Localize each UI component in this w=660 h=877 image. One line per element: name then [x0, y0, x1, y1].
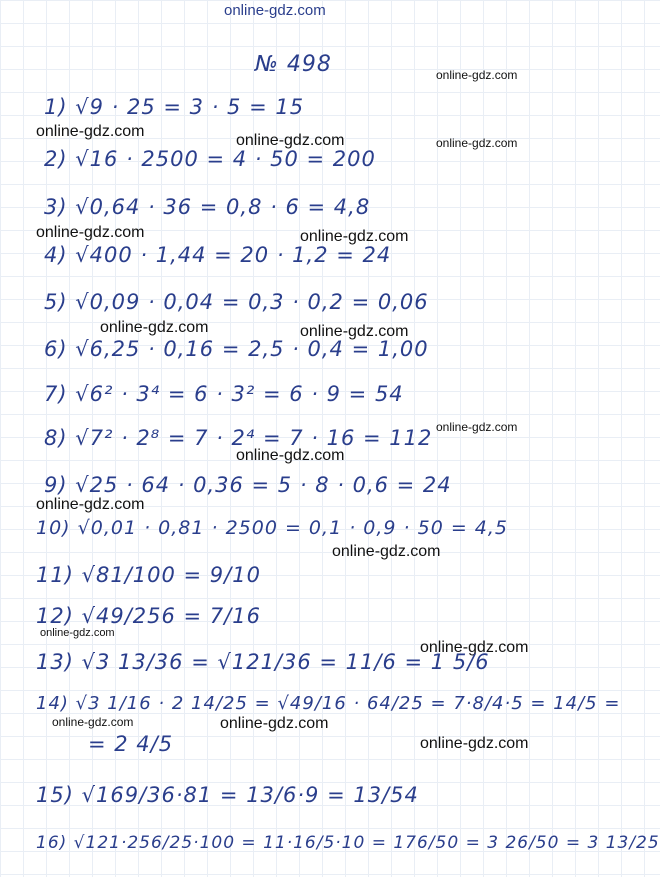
watermark: online-gdz.com: [420, 639, 529, 656]
watermark: online-gdz.com: [220, 715, 329, 732]
watermark: online-gdz.com: [52, 715, 134, 729]
watermark: online-gdz.com: [100, 319, 209, 336]
watermark-top: online-gdz.com: [224, 2, 326, 19]
solution-line-4: 4) √400 · 1,44 = 20 · 1,2 = 24: [44, 243, 392, 267]
solution-line-10: 10) √0,01 · 0,81 · 2500 = 0,1 · 0,9 · 50 = 4,5: [36, 517, 508, 539]
watermark: online-gdz.com: [236, 132, 345, 149]
solution-line-16: 16) √121·256/25·100 = 11·16/5·10 = 176/50 = 3 26/50 = 3 13/25: [36, 833, 660, 853]
solution-line-11: 11) √81/100 = 9/10: [36, 563, 261, 587]
solution-line-5: 5) √0,09 · 0,04 = 0,3 · 0,2 = 0,06: [44, 290, 429, 314]
solution-line-6: 6) √6,25 · 0,16 = 2,5 · 0,4 = 1,00: [44, 337, 429, 361]
solution-line-14-continued: = 2 4/5: [88, 732, 174, 756]
solution-line-14: 14) √3 1/16 · 2 14/25 = √49/16 · 64/25 = 7·8/4·5 = 14/5 =: [36, 693, 621, 714]
solution-line-9: 9) √25 · 64 · 0,36 = 5 · 8 · 0,6 = 24: [44, 473, 452, 497]
watermark: online-gdz.com: [420, 735, 529, 752]
watermark: online-gdz.com: [40, 627, 115, 639]
watermark: online-gdz.com: [436, 68, 518, 82]
watermark: online-gdz.com: [236, 447, 345, 464]
watermark: online-gdz.com: [36, 123, 145, 140]
solution-line-2: 2) √16 · 2500 = 4 · 50 = 200: [44, 147, 376, 171]
solution-line-15: 15) √169/36·81 = 13/6·9 = 13/54: [36, 783, 419, 807]
solution-line-1: 1) √9 · 25 = 3 · 5 = 15: [44, 95, 305, 119]
watermark: online-gdz.com: [300, 323, 409, 340]
solution-line-12: 12) √49/256 = 7/16: [36, 604, 261, 628]
solution-line-8: 8) √7² · 2⁸ = 7 · 2⁴ = 7 · 16 = 112: [44, 426, 433, 450]
watermark: online-gdz.com: [300, 228, 409, 245]
solution-line-13: 13) √3 13/36 = √121/36 = 11/6 = 1 5/6: [36, 650, 490, 674]
watermark: online-gdz.com: [436, 136, 518, 150]
solution-line-3: 3) √0,64 · 36 = 0,8 · 6 = 4,8: [44, 195, 371, 219]
watermark: online-gdz.com: [332, 543, 441, 560]
watermark: online-gdz.com: [436, 420, 518, 434]
watermark: online-gdz.com: [36, 496, 145, 513]
problem-number: № 498: [255, 52, 332, 77]
watermark: online-gdz.com: [36, 224, 145, 241]
solution-line-7: 7) √6² · 3⁴ = 6 · 3² = 6 · 9 = 54: [44, 382, 404, 406]
